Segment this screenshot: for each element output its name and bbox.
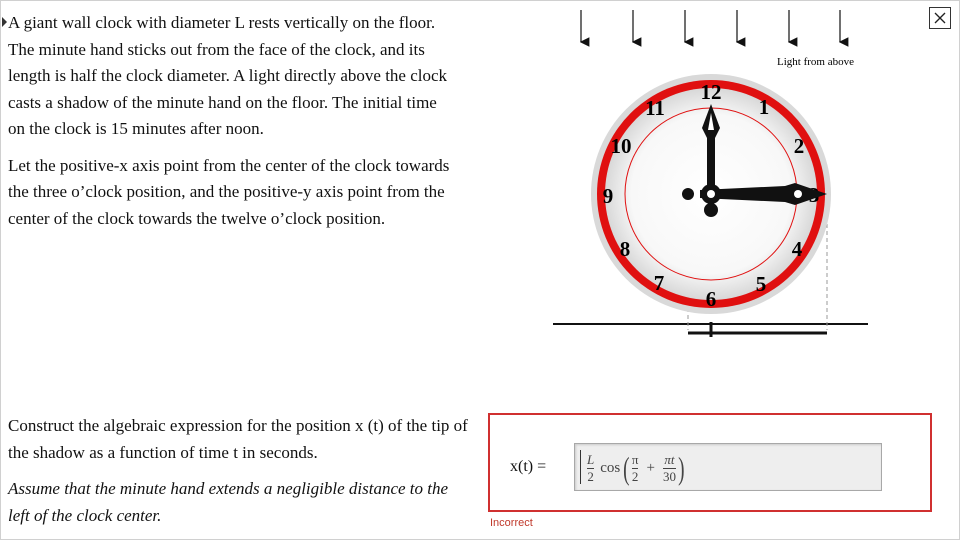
question-block [8,413,468,539]
problem-paragraph-1: A giant wall clock with diameter L rests vertically on the floor. The minute hand sticks out from the face of the clock, and its length is half the clock diameter. A light directly above the clock casts a shadow of the minute hand on the floor. The initial time on the clock is 15 minutes after noon. [8,13,448,138]
light-arrows [581,10,840,42]
left-paren: ( [623,450,630,486]
hand-tail-knob [704,203,718,217]
question-hint: Assume that the minute hand extends a negligible distance to the left of the clock center. [8,479,449,525]
bullet-icon [2,17,7,27]
minute-hand-loop [794,190,802,198]
fraction-numerator: πt [664,451,675,467]
plus-sign: + [646,459,655,476]
close-icon [934,12,946,24]
fraction-numerator: L [587,451,595,467]
problem-paragraph-2: Let the positive-x axis point from the center of the clock towards the three o’clock position, and the positive-y axis point from the center of the clock towards the twelve o’clock position. [8,155,450,228]
numeral-4: 4 [791,237,803,261]
numeral-9: 9 [602,184,614,208]
clock-figure [550,0,880,345]
numeral-2: 2 [793,134,805,158]
numeral-11: 11 [645,96,665,120]
coefficient-fraction [587,453,594,484]
numeral-5: 5 [755,272,767,296]
numeral-8: 8 [619,237,631,261]
minute-hand-counterweight [682,188,694,200]
numeral-6: 6 [705,287,717,311]
answer-status: Incorrect [490,517,533,529]
phase-fraction [632,453,639,484]
equation-display [585,448,685,488]
fraction-numerator: π [631,451,639,467]
numeral-10: 10 [610,134,632,158]
light-label: Light from above [777,56,854,68]
clock-center-pin [707,190,715,198]
equation-input[interactable] [574,443,882,491]
text-caret [580,450,581,484]
answer-label: x(t) = [510,458,547,475]
function-name: cos [600,459,621,476]
time-fraction [663,453,676,484]
question-prompt: Construct the algebraic expression for the position x (t) of the tip of the shadow as a function of time t in seconds. [8,416,468,462]
fraction-denominator: 2 [631,468,639,484]
numeral-12: 12 [700,80,722,104]
fraction-denominator: 2 [587,468,594,484]
numeral-1: 1 [758,95,770,119]
close-button[interactable] [929,7,951,29]
problem-statement [8,10,458,242]
fraction-denominator: 30 [662,468,676,484]
numeral-7: 7 [653,271,665,295]
right-paren: ) [678,450,685,486]
